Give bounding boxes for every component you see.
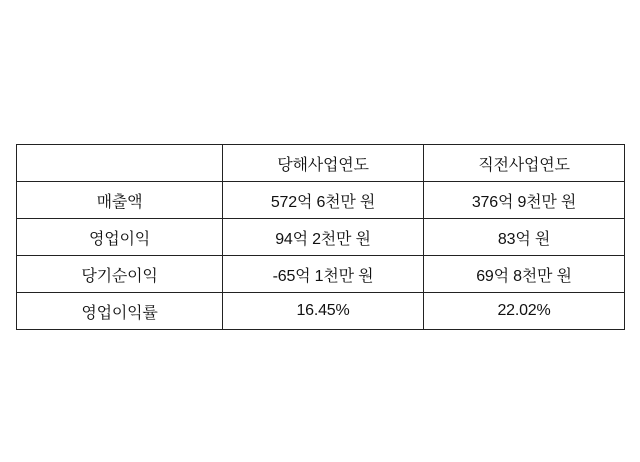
cell-revenue-current: 572억 6천만 원 — [223, 182, 424, 219]
table-header-row — [17, 145, 625, 182]
row-label-operating-margin: 영업이익률 — [17, 293, 223, 330]
row-label-net-income: 당기순이익 — [17, 256, 223, 293]
row-label-operating-profit: 영업이익 — [17, 219, 223, 256]
table-row — [17, 219, 625, 256]
cell-operating-profit-previous: 83억 원 — [424, 219, 625, 256]
cell-revenue-previous: 376억 9천만 원 — [424, 182, 625, 219]
table-row — [17, 182, 625, 219]
table-row — [17, 256, 625, 293]
cell-operating-profit-current: 94억 2천만 원 — [223, 219, 424, 256]
table-body — [17, 182, 625, 330]
column-header-current-year: 당해사업연도 — [223, 145, 424, 182]
cell-operating-margin-previous: 22.02% — [424, 293, 625, 330]
table-header — [17, 145, 625, 182]
table-corner-cell — [17, 145, 223, 182]
cell-net-income-previous: 69억 8천만 원 — [424, 256, 625, 293]
row-label-revenue: 매출액 — [17, 182, 223, 219]
column-header-previous-year: 직전사업연도 — [424, 145, 625, 182]
table-row — [17, 293, 625, 330]
cell-operating-margin-current: 16.45% — [223, 293, 424, 330]
cell-net-income-current: -65억 1천만 원 — [223, 256, 424, 293]
financial-table — [16, 144, 625, 330]
financial-table-container — [16, 144, 624, 330]
